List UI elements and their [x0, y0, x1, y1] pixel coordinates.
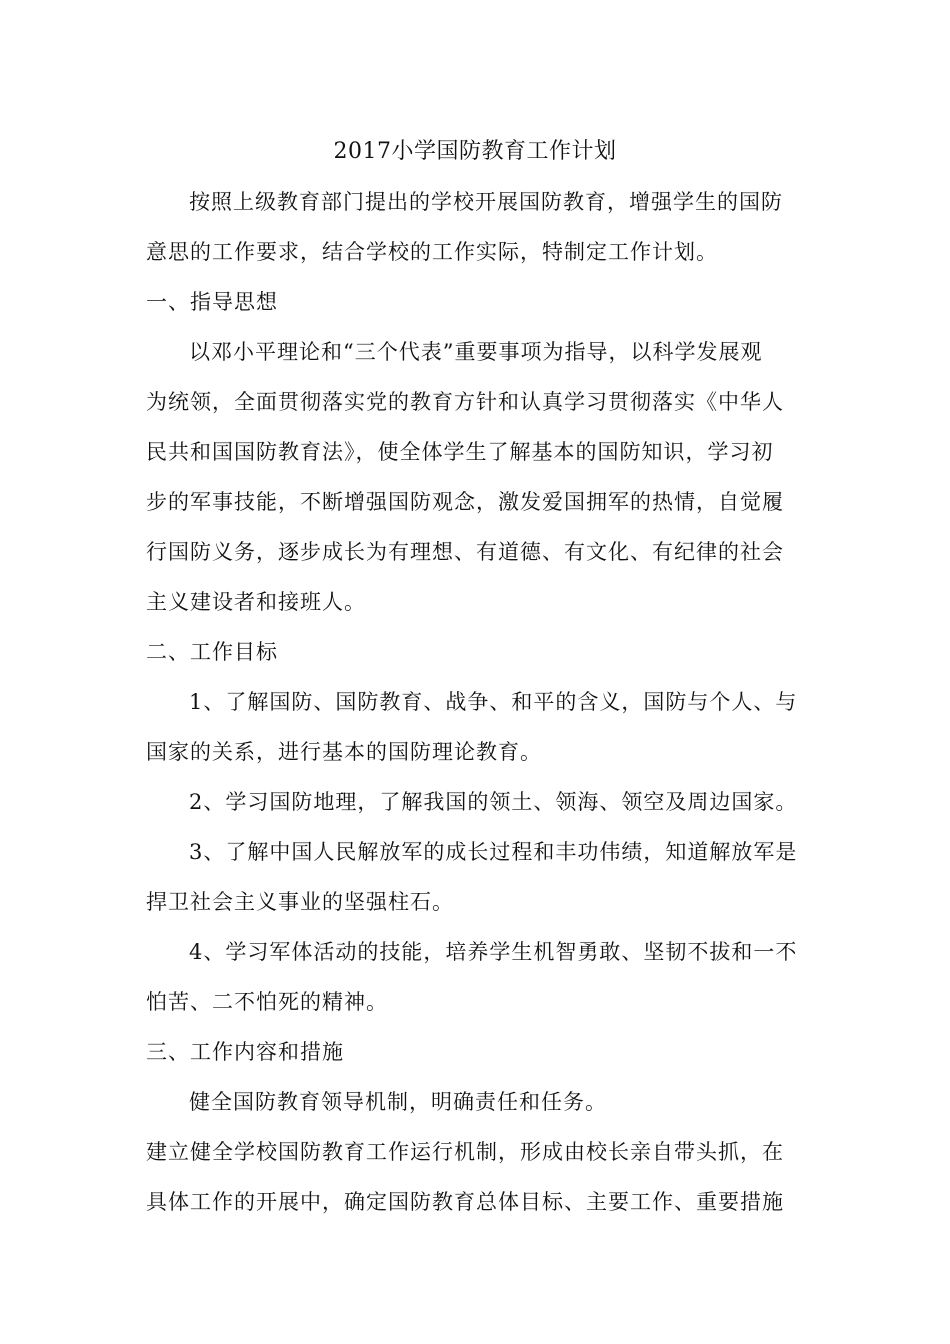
paragraph-line: 建立健全学校国防教育工作运行机制，形成由校长亲自带头抓，在 — [146, 1140, 784, 1164]
paragraph-line: 主义建设者和接班人。 — [146, 590, 366, 614]
section-heading: 二、工作目标 — [146, 640, 278, 664]
paragraph-line: 步的军事技能，不断增强国防观念，激发爱国拥军的热情，自觉履 — [146, 490, 784, 514]
paragraph-line: 为统领，全面贯彻落实党的教育方针和认真学习贯彻落实《中华人 — [146, 390, 784, 414]
paragraph-line: 4、学习军体活动的技能，培养学生机智勇敢、坚韧不拔和一不 — [189, 940, 798, 964]
paragraph-line: 国家的关系，进行基本的国防理论教育。 — [146, 740, 542, 764]
paragraph-line: 以邓小平理论和“三个代表”重要事项为指导，以科学发展观 — [189, 340, 763, 364]
paragraph-line: 民共和国国防教育法》，使全体学生了解基本的国防知识，学习初 — [146, 440, 774, 464]
paragraph-line: 意思的工作要求，结合学校的工作实际，特制定工作计划。 — [146, 240, 718, 264]
section-heading: 一、指导思想 — [146, 290, 278, 314]
paragraph-line: 3、了解中国人民解放军的成长过程和丰功伟绩，知道解放军是 — [189, 840, 798, 864]
paragraph-line: 健全国防教育领导机制，明确责任和任务。 — [189, 1090, 607, 1114]
document-title: 2017小学国防教育工作计划 — [333, 139, 617, 164]
paragraph-line: 行国防义务，逐步成长为有理想、有道德、有文化、有纪律的社会 — [146, 540, 784, 564]
paragraph-line: 具体工作的开展中，确定国防教育总体目标、主要工作、重要措施 — [146, 1190, 784, 1214]
paragraph-line: 按照上级教育部门提出的学校开展国防教育，增强学生的国防 — [189, 190, 783, 214]
paragraph-line: 怕苦、二不怕死的精神。 — [146, 990, 388, 1014]
paragraph-line: 2、学习国防地理，了解我国的领土、领海、领空及周边国家。 — [189, 790, 798, 814]
paragraph-line: 捍卫社会主义事业的坚强柱石。 — [146, 890, 454, 914]
paragraph-line: 1、了解国防、国防教育、战争、和平的含义，国防与个人、与 — [189, 690, 798, 714]
section-heading: 三、工作内容和措施 — [146, 1040, 344, 1064]
